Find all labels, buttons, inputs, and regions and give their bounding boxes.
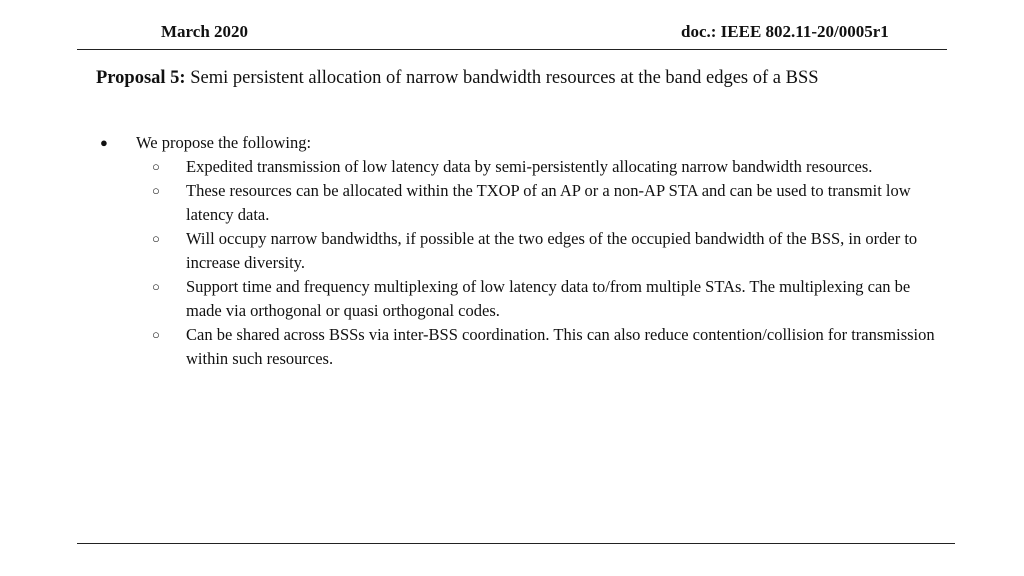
footer-divider [77, 543, 955, 544]
intro-text: We propose the following: [136, 133, 312, 152]
sub-bullet-list [152, 155, 942, 371]
list-item-text: These resources can be allocated within the TXOP of an AP or a non-AP STA and can be used to transmit low latency data. [186, 181, 911, 224]
list-item-text: Expedited transmission of low latency data by semi-persistently allocating narrow bandwidth resources. [186, 157, 873, 176]
list-item [152, 155, 942, 179]
title-text: Semi persistent allocation of narrow bandwidth resources at the band edges of a BSS [185, 68, 819, 88]
list-item [152, 179, 942, 227]
list-item [152, 275, 942, 323]
list-item-text: Will occupy narrow bandwidths, if possible at the two edges of the occupied bandwidth of the BSS, in order to increase diversity. [186, 229, 918, 272]
bullet-dot-icon: ● [100, 135, 108, 150]
bullet-circle-icon: ○ [152, 159, 160, 174]
bullet-circle-icon: ○ [152, 231, 160, 246]
list-item [152, 323, 942, 371]
bullet-circle-icon: ○ [152, 327, 160, 342]
header-doc-id: doc.: IEEE 802.11-20/0005r1 [681, 22, 889, 41]
bullet-intro [100, 131, 311, 155]
header-divider [77, 49, 947, 50]
list-item-text: Support time and frequency multiplexing of low latency data to/from multiple STAs. The multiplexing can be made via orthogonal or quasi orthogonal codes. [186, 277, 911, 320]
list-item-text: Can be shared across BSSs via inter-BSS coordination. This can also reduce contention/collision for transmission within such resources. [186, 325, 935, 368]
header-date: March 2020 [161, 22, 249, 41]
slide-title [96, 68, 819, 89]
list-item [152, 227, 942, 275]
title-lead: Proposal 5: [96, 68, 186, 88]
bullet-circle-icon: ○ [152, 279, 160, 294]
bullet-circle-icon: ○ [152, 183, 160, 198]
